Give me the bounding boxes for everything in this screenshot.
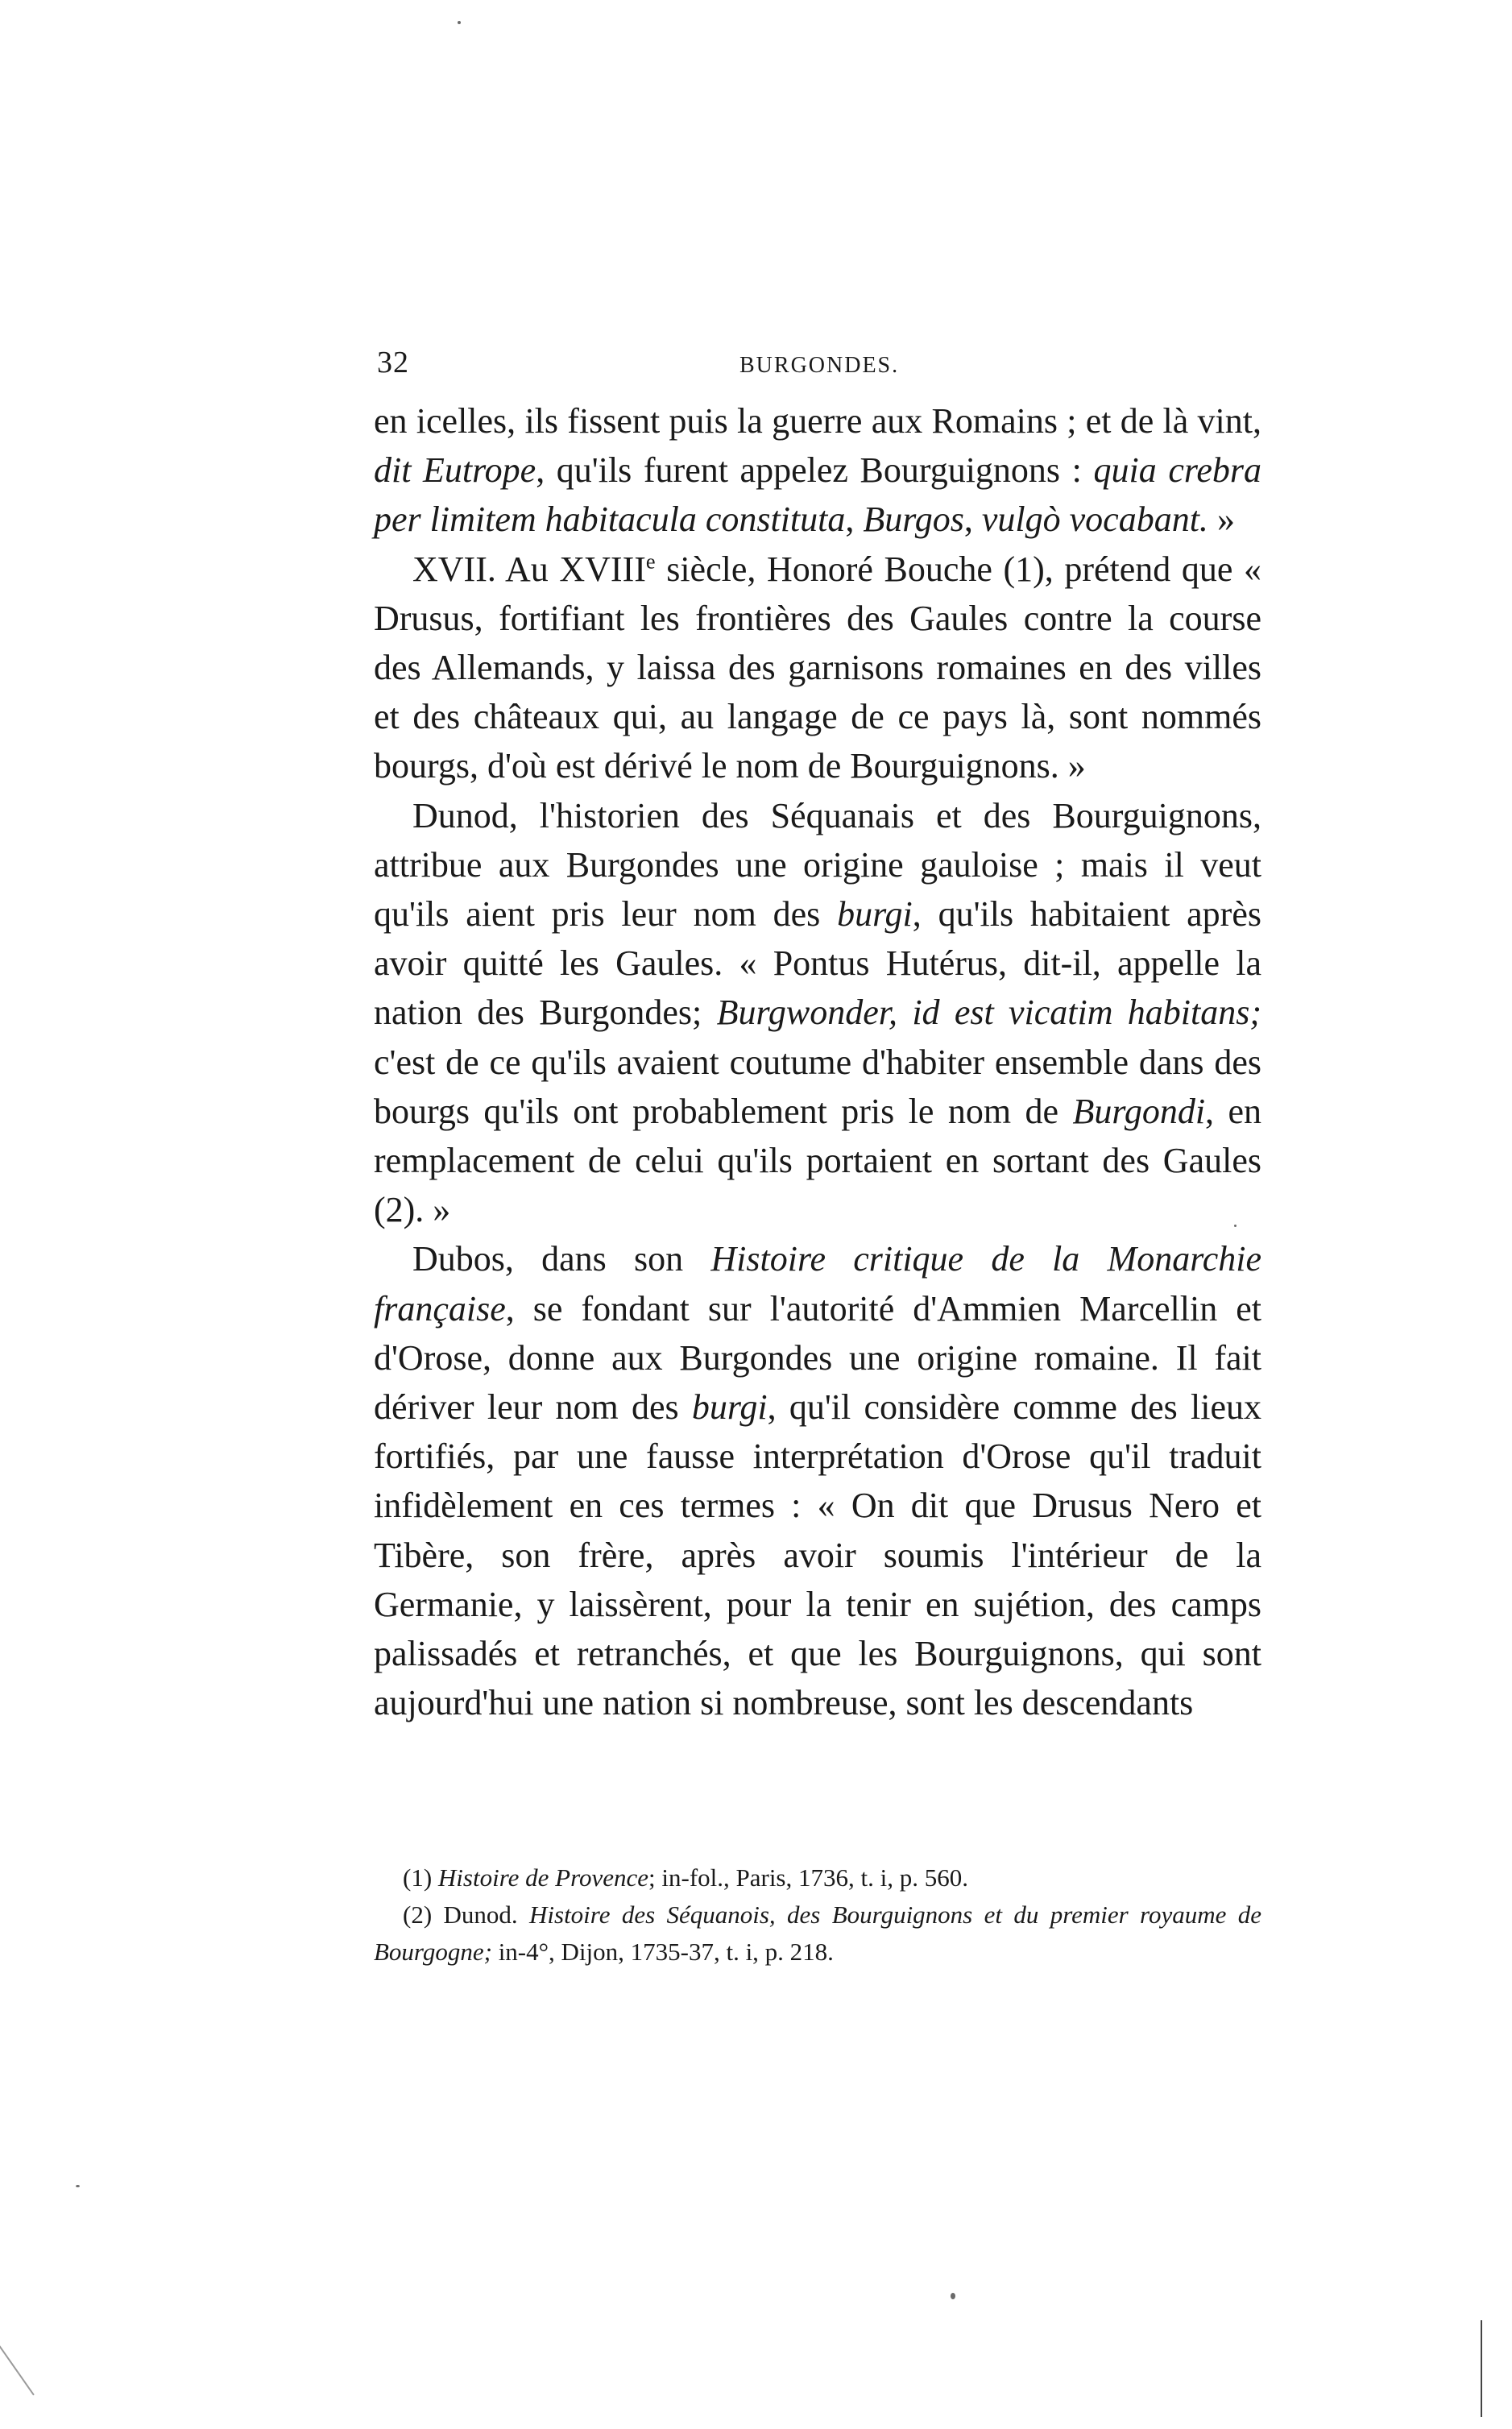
- footnote-2: [374, 1896, 1261, 1971]
- scan-edge-mark: [0, 2342, 35, 2396]
- text-span: Dubos, dans son: [412, 1239, 711, 1279]
- text-span: ,: [845, 499, 864, 540]
- footnote-title: Histoire des Séquanois, des Bourguignons et du premier royaume de Bourgogne;: [374, 1901, 1261, 1966]
- italic-span: burgi: [691, 1387, 768, 1428]
- italic-span: dit Eutrope: [374, 450, 536, 491]
- scan-speck: [458, 21, 461, 24]
- footnote-title: Histoire de Provence: [437, 1863, 649, 1892]
- footnote-1: [374, 1859, 1261, 1896]
- italic-span: burgi: [837, 894, 913, 935]
- text-span: en icelles, ils fissent puis la guerre aux Romains ; et de là vint,: [374, 401, 1261, 441]
- paragraph-continuation: [374, 396, 1261, 545]
- scan-edge-mark: [1481, 2320, 1482, 2417]
- italic-span: Burgos: [863, 499, 964, 540]
- italic-span: Burgwonder, id est vicatim habitans;: [716, 993, 1262, 1033]
- text-span: , qu'ils habitaient après avoir quitté les Gaules. « Pontus Hutérus, dit-il, appelle la nation des Burgondes;: [374, 894, 1261, 1033]
- body-text: [374, 396, 1261, 1727]
- italic-span: Histoire critique de la Monarchie française: [374, 1239, 1261, 1328]
- page-number: 32: [377, 346, 409, 379]
- superscript: e: [645, 548, 656, 573]
- footnote-text: in-4°, Dijon, 1735-37, t. i, p. 218.: [491, 1938, 834, 1966]
- footnote-text: ; in-fol., Paris, 1736, t. i, p. 560.: [648, 1863, 968, 1892]
- text-span: c'est de ce qu'ils avaient coutume d'habiter ensemble dans des bourgs qu'ils ont probablement pris le nom de: [374, 1042, 1261, 1131]
- footnote-number: (1): [403, 1863, 438, 1892]
- scan-speck: [951, 2293, 955, 2299]
- text-span: »: [1208, 499, 1235, 540]
- text-span: , se fondant sur l'autorité d'Ammien Marcellin et d'Orose, donne aux Burgondes une origine romaine. Il fait dériver leur nom des: [374, 1288, 1261, 1428]
- text-span: , qu'il considère comme des lieux fortifiés, par une fausse interprétation d'Orose qu'il traduit infidèlement en ces termes : « On dit que Drusus Nero et Tibère, son frère, après avoir soumis l'intérieur de la Germanie, y laissèrent, pour la tenir en sujétion, des camps palissadés et retranchés, et que les Bourguignons, qui sont aujourd'hui une nation si nombreuse, sont les descendants: [374, 1387, 1262, 1723]
- footnotes: [374, 1859, 1261, 1971]
- paragraph-section-xvii: [374, 545, 1261, 791]
- page-header: [377, 345, 1279, 393]
- text-span: siècle, Honoré Bouche (1), prétend que « Drusus, fortifiant les frontières des Gaules contre la course des Allemands, y laissa des garnisons romaines en des villes et des châteaux qui, au langage de ce pays là, sont nommés bourgs, d'où est dérivé le nom de Bourguignons. »: [374, 549, 1261, 786]
- text-span: ,: [963, 499, 982, 540]
- text-span: , en remplacement de celui qu'ils portaient en sortant des Gaules (2). »: [374, 1091, 1261, 1230]
- text-span: , qu'ils furent appelez Bourguignons :: [536, 450, 1094, 491]
- paragraph-dubos: [374, 1234, 1261, 1727]
- scan-speck: [1234, 1225, 1237, 1227]
- scan-speck: [76, 2185, 80, 2187]
- text-span: Dunod, l'historien des Séquanais et des Bourguignons, attribue aux Burgondes une origine gauloise ; mais il veut qu'ils aient pris leur nom des: [374, 795, 1261, 935]
- running-title: BURGONDES.: [739, 353, 900, 378]
- italic-span: quia crebra per limitem habitacula constituta: [374, 450, 1261, 540]
- text-span: XVII. Au XVIII: [412, 549, 646, 589]
- italic-span: vulgò vocabant.: [981, 499, 1208, 540]
- footnote-number: (2) Dunod.: [403, 1901, 529, 1929]
- italic-span: Burgondi: [1072, 1091, 1206, 1131]
- paragraph-dunod: [374, 791, 1261, 1235]
